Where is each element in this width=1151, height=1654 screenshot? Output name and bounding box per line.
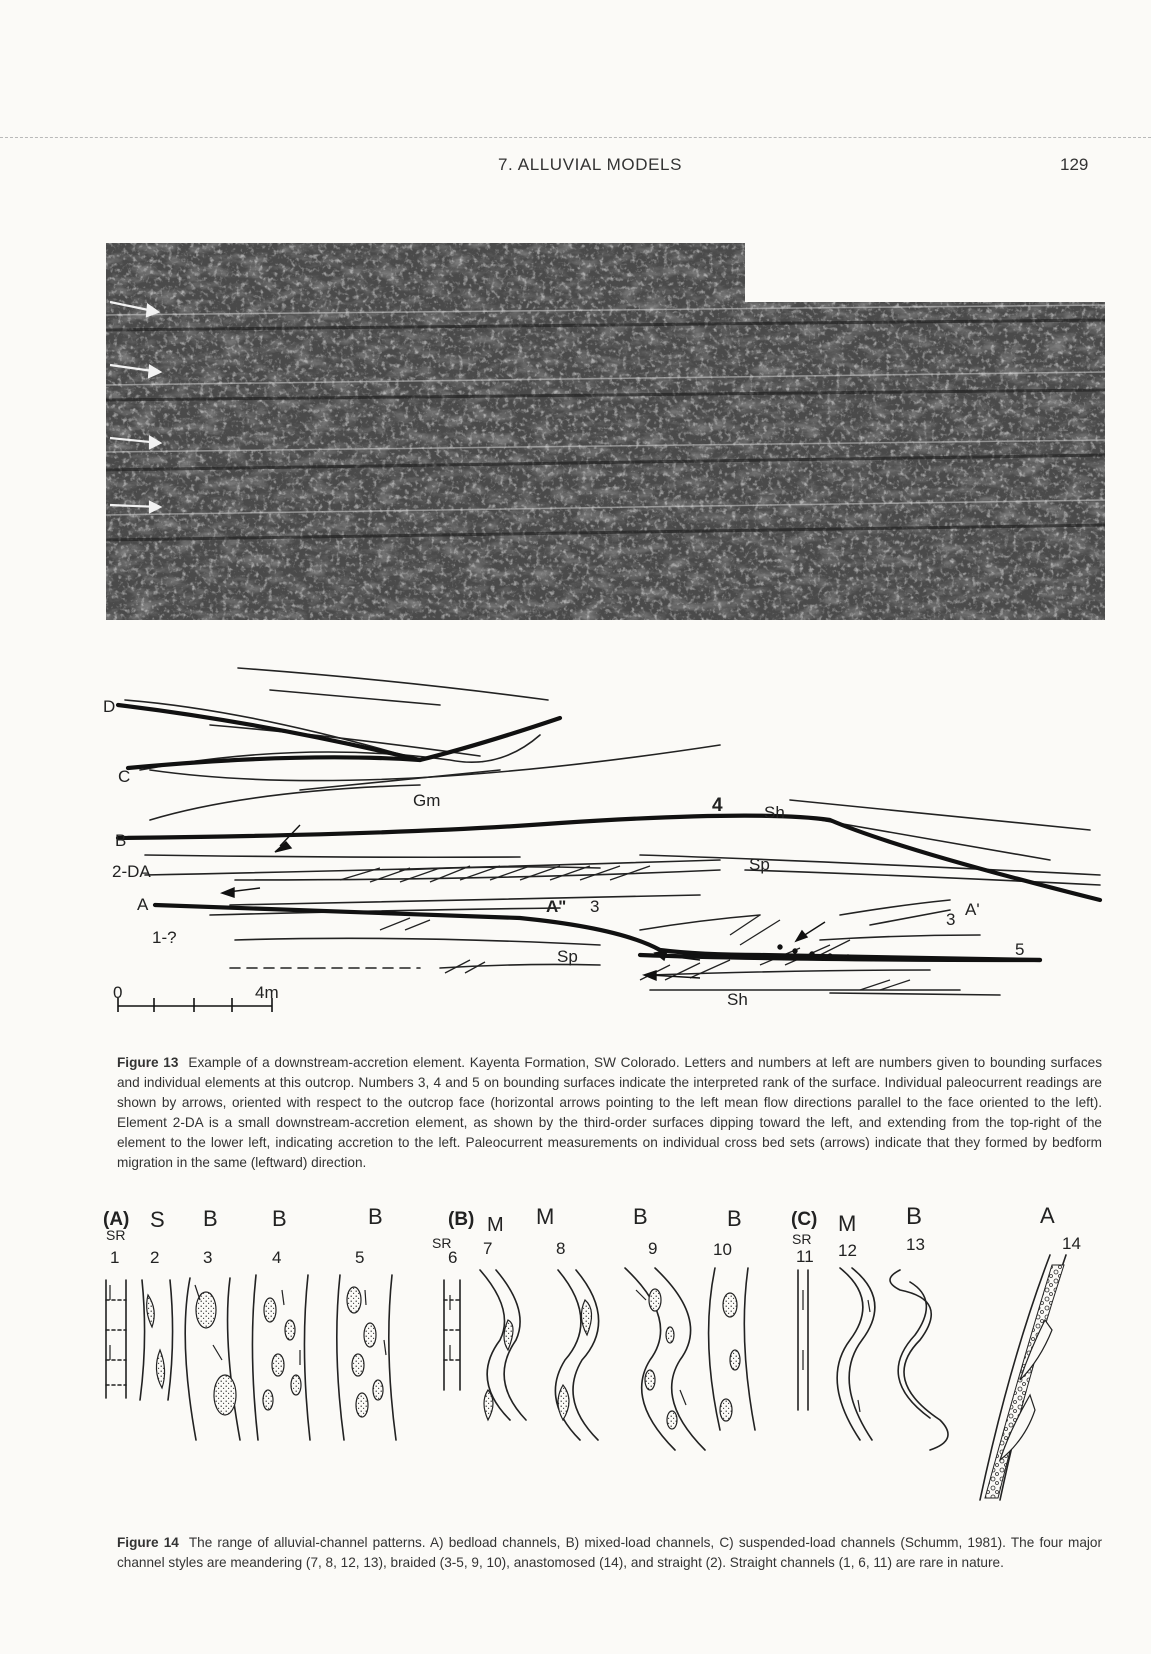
figure14-caption-text: The range of alluvial-channel patterns. A) bedload channels, B) mixed-load channels, C) suspended-load channels (Schumm, 1981). The four major channel styles are meandering (7, 8, 12, 13), braided (3-5, 9, 10), anastomosed (14), and straight (2). Straight channels (1, 6, 11) are rare in nature. bbox=[117, 1535, 1103, 1570]
label-rank-3-right: 3 bbox=[946, 910, 956, 929]
channel-code-2: S bbox=[150, 1207, 165, 1232]
group-label-B: (B) bbox=[448, 1209, 475, 1230]
channel-num-9: 9 bbox=[648, 1239, 658, 1258]
label-C: C bbox=[118, 767, 131, 786]
channel-num-7: 7 bbox=[483, 1239, 493, 1258]
label-2-DA: 2-DA bbox=[112, 862, 151, 881]
channel-num-3: 3 bbox=[203, 1248, 213, 1267]
channel-num-10: 10 bbox=[713, 1240, 732, 1259]
outcrop-photo bbox=[0, 0, 1151, 630]
label-Sh-top: Sh bbox=[764, 803, 785, 822]
label-Sh-bottom: Sh bbox=[727, 990, 748, 1009]
scale-four-m: 4m bbox=[255, 983, 279, 1002]
channel-code-3: B bbox=[203, 1206, 218, 1231]
channel-code-11: SR bbox=[792, 1231, 812, 1247]
channel-num-6: 6 bbox=[448, 1248, 458, 1267]
channel-code-1: SR bbox=[106, 1227, 126, 1243]
figure14-caption bbox=[117, 1533, 1102, 1573]
label-rank-3-mid: 3 bbox=[590, 897, 600, 916]
figure13-caption-text: Example of a downstream-accretion element. Kayenta Formation, SW Colorado. Letters and numbers at left are numbers given to bounding surfaces and individual elements at this outcrop. Numbers 3, 4 and 5 on bounding surfaces indicate the interpreted rank of the surface. Individual paleocurrent readings are shown by arrows, oriented with respect to the outcrop face (horizontal arrows pointing to the left mean flow directions parallel to the face oriented to the left). Element 2-DA is a small downstream-accretion element, as shown by the third-order surfaces dipping toward the left, and extending from the top-right of the element to the lower left, indicating accretion to the left. Paleocurrent measurements on individual cross bed sets (arrows) indicate that they formed by bedform migration in the same (leftward) direction. bbox=[117, 1055, 1103, 1170]
channel-num-2: 2 bbox=[150, 1248, 160, 1267]
channel-num-5: 5 bbox=[355, 1248, 365, 1267]
group-label-A: (A) bbox=[103, 1209, 130, 1230]
figure13-caption bbox=[117, 1053, 1102, 1173]
channel-code-7: M bbox=[487, 1214, 504, 1236]
page-number: 129 bbox=[1060, 155, 1089, 174]
channel-code-12: M bbox=[838, 1211, 857, 1236]
channel-code-9: B bbox=[633, 1204, 648, 1229]
channel-num-8: 8 bbox=[556, 1239, 566, 1258]
channel-num-1: 1 bbox=[110, 1248, 120, 1267]
channel-code-5: B bbox=[368, 1204, 383, 1229]
channel-num-4: 4 bbox=[272, 1248, 282, 1267]
channel-code-4: B bbox=[272, 1206, 287, 1231]
label-D: D bbox=[103, 697, 116, 716]
figure13-caption-label: Figure 13 bbox=[117, 1055, 179, 1070]
label-A-double-prime: A" bbox=[546, 897, 567, 916]
figure14-caption-label: Figure 14 bbox=[117, 1535, 179, 1550]
label-B: B bbox=[115, 831, 127, 850]
label-1-q: 1-? bbox=[152, 928, 177, 947]
label-Sp-upper: Sp bbox=[749, 855, 770, 874]
channel-code-8: M bbox=[536, 1204, 555, 1229]
chapter-title: 7. ALLUVIAL MODELS bbox=[498, 155, 683, 174]
channel-code-13: B bbox=[906, 1203, 923, 1230]
group-label-C: (C) bbox=[791, 1209, 818, 1230]
channel-code-6: SR bbox=[432, 1235, 452, 1251]
channel-num-13: 13 bbox=[906, 1235, 925, 1254]
channel-num-12: 12 bbox=[838, 1241, 857, 1260]
channel-num-11: 11 bbox=[796, 1247, 814, 1266]
label-A-prime: A' bbox=[965, 900, 980, 919]
label-Gm: Gm bbox=[413, 791, 441, 810]
label-A: A bbox=[137, 895, 149, 914]
channel-num-14: 14 bbox=[1062, 1234, 1081, 1253]
label-Sp-lower: Sp bbox=[557, 947, 578, 966]
label-rank-5: 5 bbox=[1015, 940, 1025, 959]
channel-code-10: B bbox=[727, 1206, 742, 1231]
scale-zero: 0 bbox=[113, 983, 123, 1002]
label-rank-4: 4 bbox=[712, 795, 723, 816]
channel-code-14: A bbox=[1040, 1203, 1055, 1228]
